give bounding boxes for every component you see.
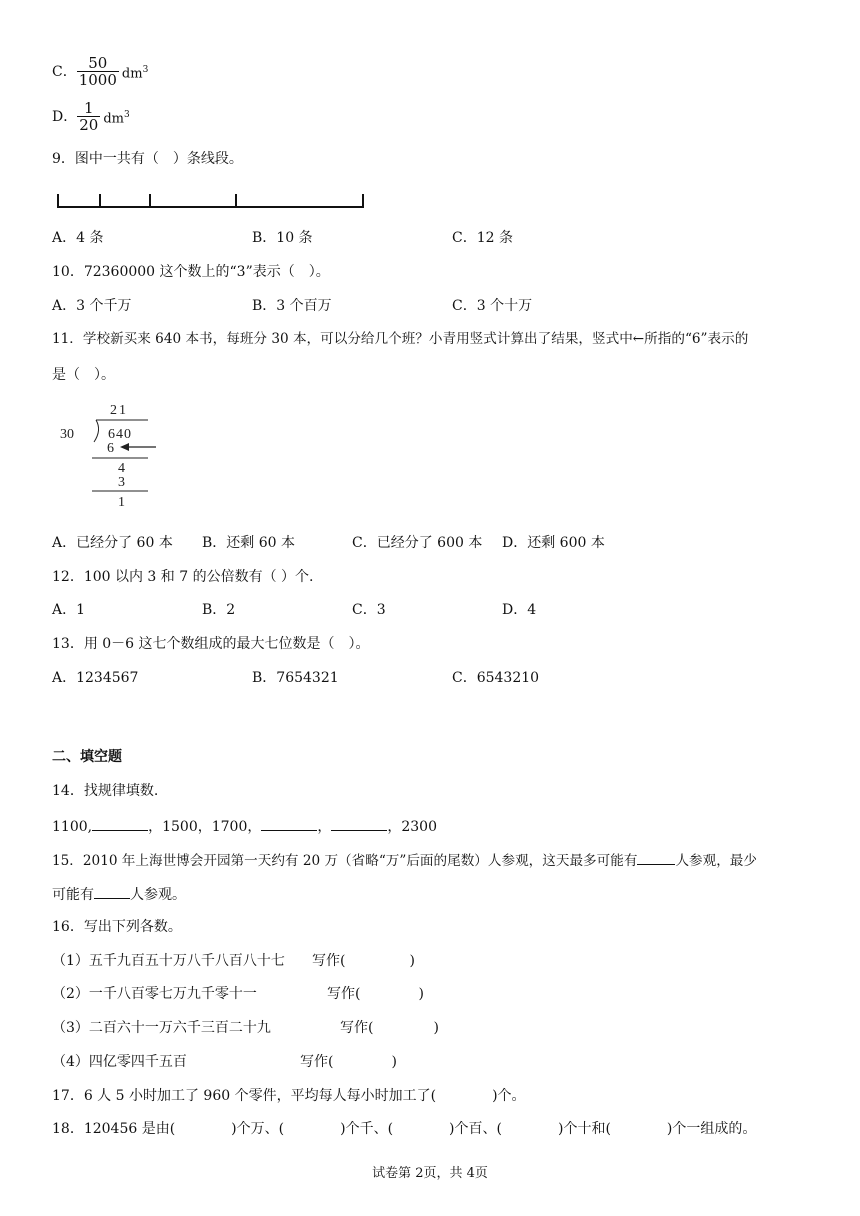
line-segment-figure [52, 188, 372, 214]
q10-option-c: C．3 个十万 [452, 298, 533, 314]
division-step1: 6 [107, 441, 114, 456]
q11-option-b: B．还剩 60 本 [202, 535, 296, 551]
q16-item-2-label: （2）一千八百零七万九千零十一 [52, 986, 257, 1002]
q15-line2: 可能有 人参观。 [52, 884, 186, 904]
answer-blank[interactable] [261, 816, 317, 831]
q9-stem: 9．图中一共有（ ）条线段。 [52, 151, 243, 167]
division-divisor: 30 [60, 427, 74, 442]
fraction-c [77, 56, 119, 88]
option-c-label: C． [52, 64, 77, 80]
q9-option-a: A．4 条 [52, 230, 104, 246]
q16-item-1-answer: 写作( ) [312, 953, 415, 969]
unit: $dm^3$ [121, 64, 149, 82]
q8-option-c [52, 56, 148, 88]
answer-blank[interactable] [637, 850, 675, 865]
q13-stem: 13．用 0－6 这七个数组成的最大七位数是（ ）。 [52, 636, 370, 652]
division-step2: 4 [118, 461, 125, 476]
section-title: 二、填空题 [52, 749, 122, 765]
arrow-head [120, 443, 129, 451]
q15-line1: 15．2010 年上海世博会开园第一天约有 20 万（省略“万”后面的尾数）人参观，这天最多可能有 人参观，最少 [52, 850, 757, 870]
q12-option-c: C．3 [352, 602, 386, 618]
option-d-label: D． [52, 109, 78, 125]
fraction-denominator: 1000 [78, 71, 117, 89]
answer-blank[interactable] [331, 816, 387, 831]
fraction-d [77, 101, 100, 133]
q16-item-3-label: （3）二百六十一万六千三百二十九 [52, 1020, 271, 1036]
q13-option-b: B．7654321 [252, 670, 339, 686]
q12-option-d: D．4 [502, 602, 537, 618]
q16-item-3-answer: 写作( ) [340, 1020, 439, 1036]
q12-option-a: A．1 [52, 602, 86, 618]
q11-option-a: A．已经分了 60 本 [52, 535, 173, 551]
division-quotient: 21 [110, 403, 128, 418]
q12-stem: 12．100 以内 3 和 7 的公倍数有（ ）个. [52, 569, 314, 585]
q13-option-a: A．1234567 [52, 670, 139, 686]
q10-option-b: B．3 个百万 [252, 298, 332, 314]
q16-item-1-label: （1）五千九百五十万八千八百八十七 [52, 953, 285, 969]
fraction-numerator: 1 [84, 99, 94, 117]
page-footer: 试卷第 2页，共 4页 [372, 1166, 488, 1181]
q16-item-2-answer: 写作( ) [327, 986, 424, 1002]
q8-option-d [52, 101, 130, 133]
q9-option-c: C．12 条 [452, 230, 513, 246]
q10-option-a: A．3 个千万 [52, 298, 132, 314]
q9-option-b: B．10 条 [252, 230, 313, 246]
q14-stem: 14．找规律填数. [52, 783, 159, 799]
division-dividend: 640 [108, 427, 132, 442]
q11-option-c: C．已经分了 600 本 [352, 535, 483, 551]
answer-blank[interactable] [94, 884, 130, 899]
answer-blank[interactable] [92, 816, 148, 831]
q11-stem-line1: 11．学校新买来 640 本书，每班分 30 本，可以分给几个班？小青用竖式计算出了结果，竖式中←所指的“6”表示的 [52, 331, 749, 347]
q14-sequence: 1100, ，1500，1700， ， ，2300 [52, 816, 437, 836]
q17-stem: 17．6 人 5 小时加工了 960 个零件，平均每人每小时加工了( )个。 [52, 1088, 526, 1104]
q11-stem-line2: 是（ ）。 [52, 367, 115, 383]
q16-stem: 16．写出下列各数。 [52, 919, 182, 935]
q12-option-b: B．2 [202, 602, 236, 618]
division-remainder: 1 [118, 495, 125, 510]
q16-item-4-answer: 写作( ) [300, 1054, 397, 1070]
q13-option-c: C．6543210 [452, 670, 540, 686]
q18-stem: 18．120456 是由( )个万、( )个千、( )个百、( )个十和( )个一组成的。 [52, 1121, 757, 1137]
fraction-numerator: 50 [88, 54, 108, 72]
q10-stem: 10．72360000 这个数上的“3”表示（ ）。 [52, 264, 330, 280]
fraction-denominator: 20 [79, 116, 99, 134]
q11-option-d: D．还剩 600 本 [502, 535, 605, 551]
q16-item-4-label: （4）四亿零四千五百 [52, 1054, 187, 1070]
long-division-figure [56, 398, 176, 513]
division-bracket [94, 420, 99, 442]
division-step3: 3 [118, 475, 125, 490]
unit: $dm^3$ [103, 109, 130, 127]
